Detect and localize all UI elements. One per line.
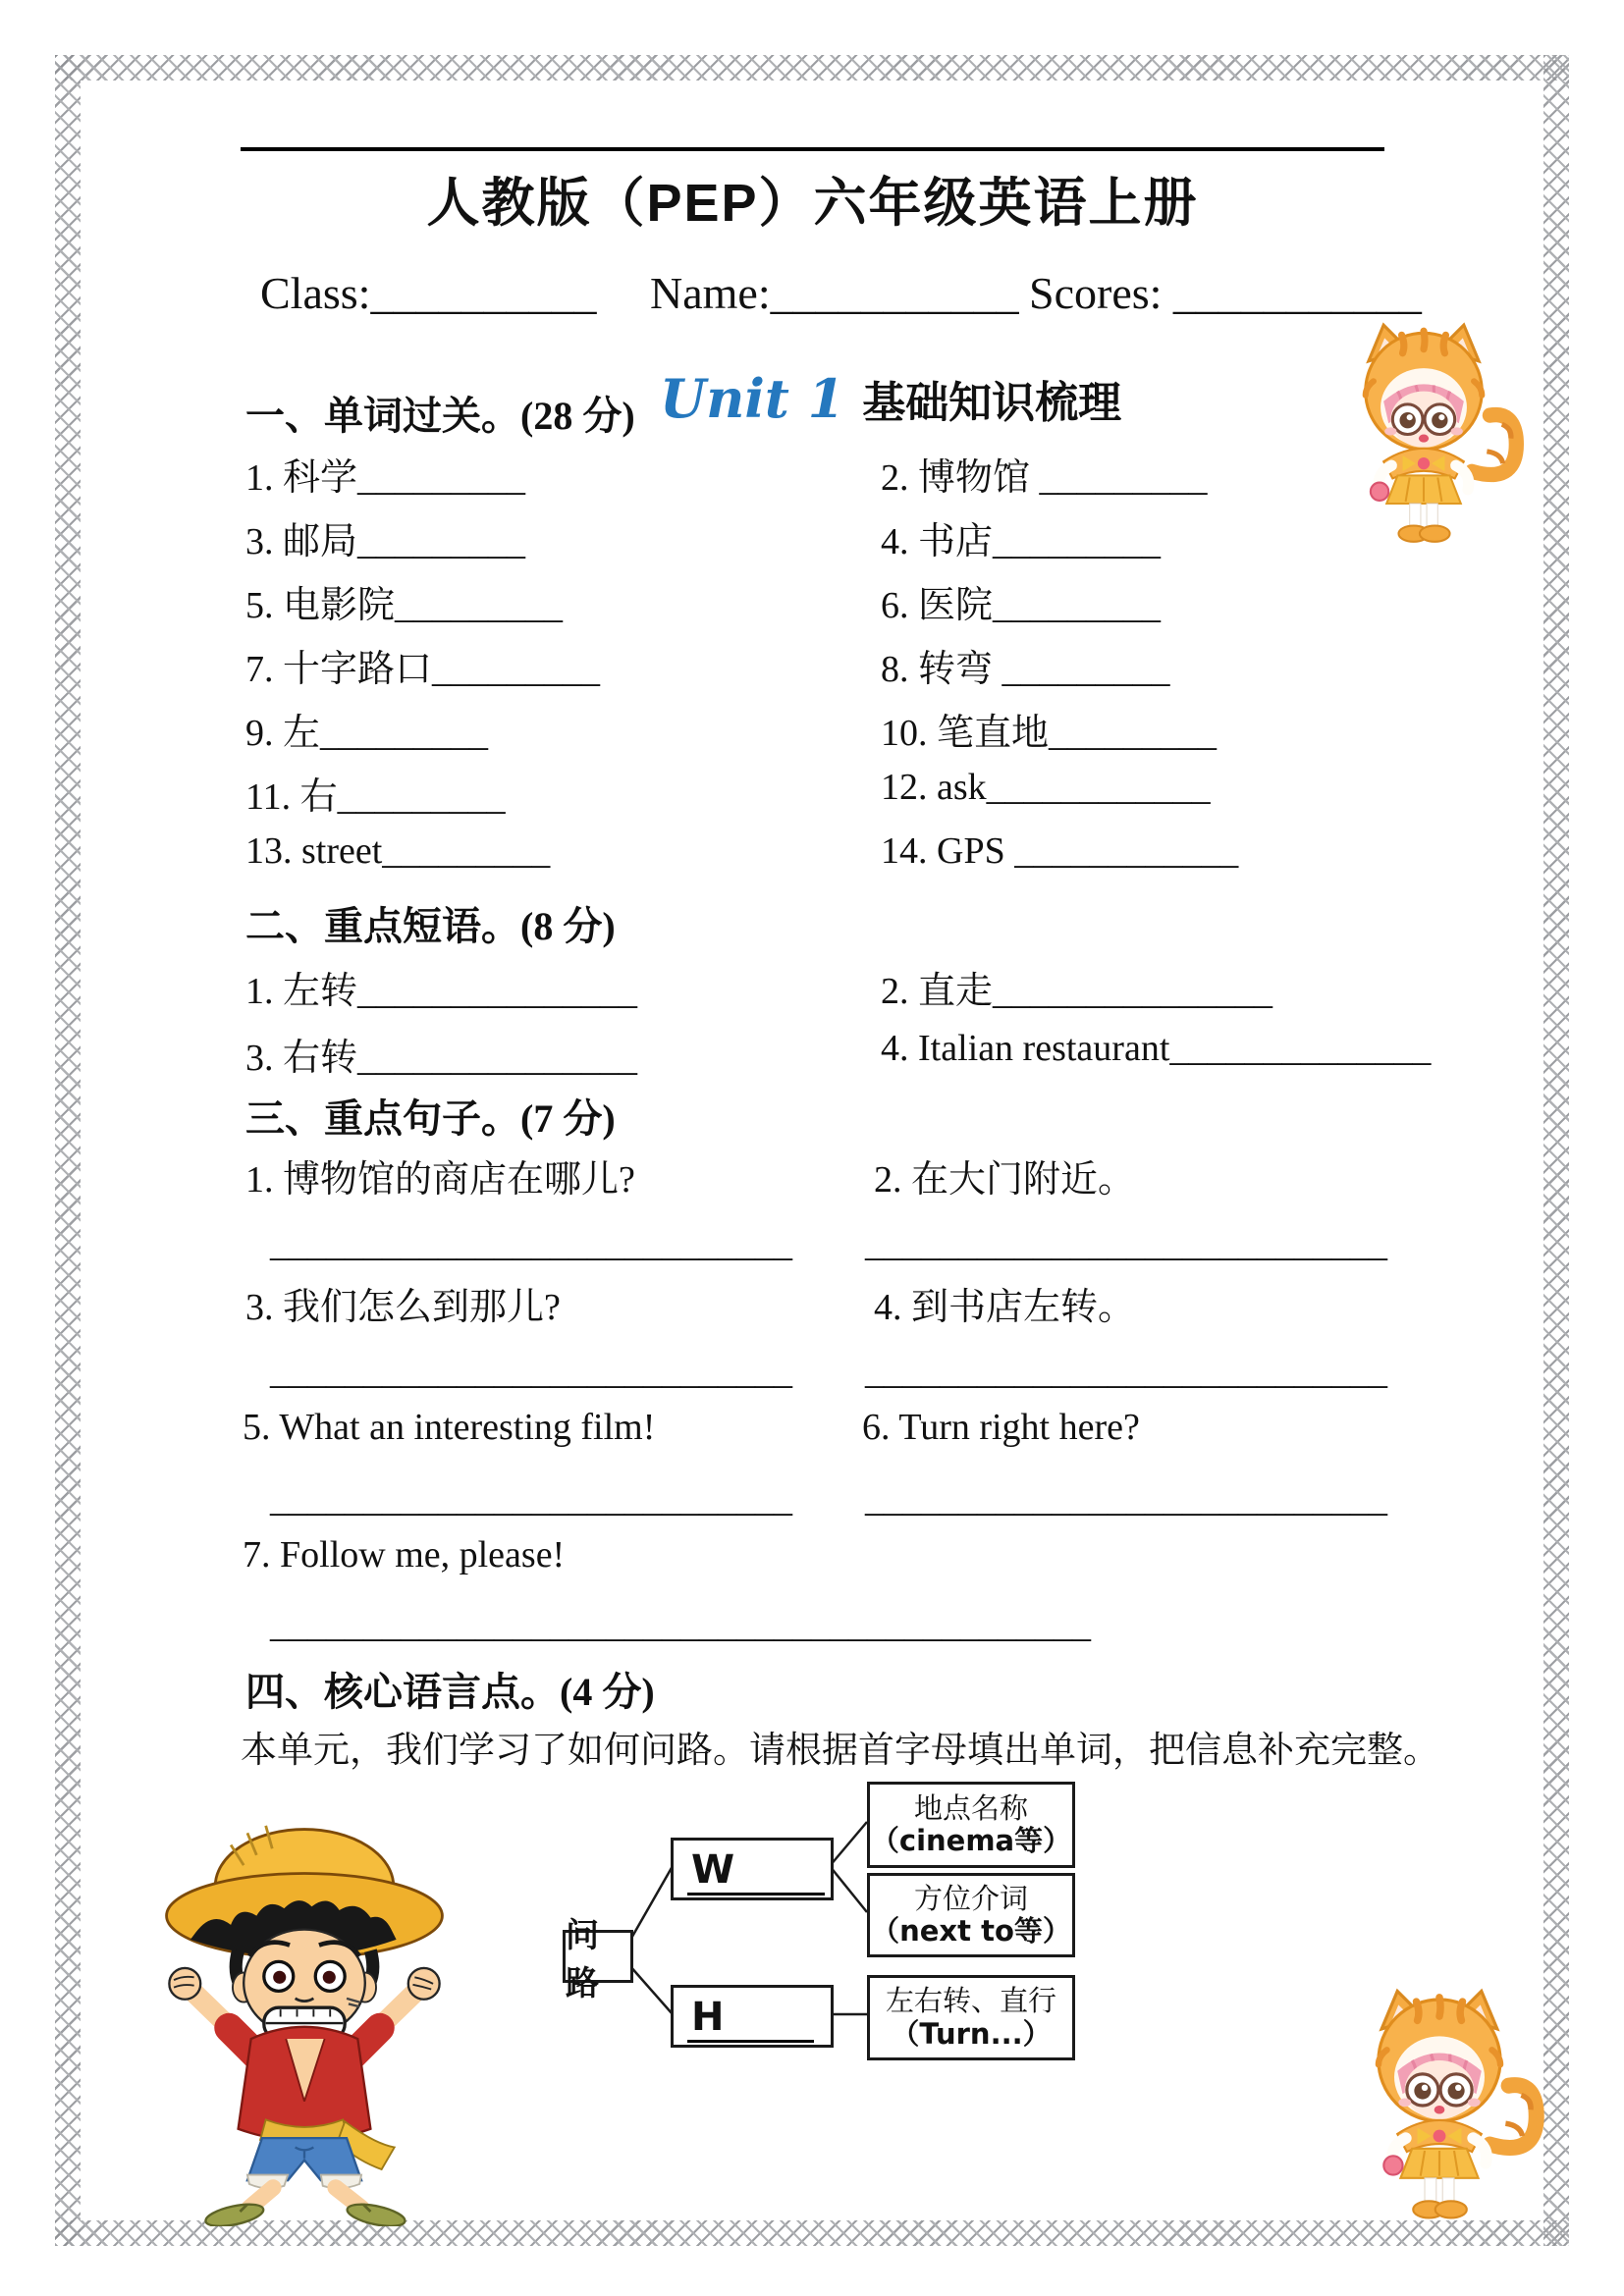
section-words-title: 一、单词过关。(28 分) (245, 394, 635, 438)
diagram-turn-box (867, 1975, 1075, 2060)
answer-blank: ____________________________ (865, 1351, 1387, 1392)
place-box-line1: 地点名称 (913, 1792, 1028, 1825)
turn-box-line1: 左右转、直行 (885, 1986, 1056, 2018)
sentence-item: 6. Turn right here? (862, 1407, 1140, 1448)
word-item: 10. 笔直地_________ (881, 713, 1218, 754)
sentence-item: 7. Follow me, please! (243, 1534, 566, 1575)
zigzag-border-right (1543, 55, 1569, 2246)
word-item: 12. ask____________ (881, 767, 1211, 808)
word-item: 3. 邮局_________ (245, 521, 526, 562)
word-item: 6. 医院_________ (881, 585, 1162, 626)
core-intro-text: 本单元，我们学习了如何问路。请根据首字母填出单词，把信息补充完整。 (241, 1731, 1439, 1771)
word-item: 4. 书店_________ (881, 521, 1162, 562)
word-item: 8. 转弯 _________ (881, 649, 1170, 690)
unit-subtitle: 基础知识梳理 (862, 379, 1122, 427)
title-rule (241, 147, 1384, 151)
cat-girl-character-bottom (1327, 1985, 1551, 2226)
phrase-item: 4. Italian restaurant______________ (881, 1028, 1432, 1069)
section-sentences-title: 三、重点句子。(7 分) (245, 1096, 616, 1141)
answer-blank: ____________________________ (865, 1223, 1387, 1264)
name-field: Name:___________ (650, 268, 1019, 318)
page-title: 人教版（PEP）六年级英语上册 (426, 174, 1199, 233)
answer-blank: ____________________________________________ (270, 1604, 1091, 1645)
word-item: 11. 右_________ (245, 776, 506, 818)
answer-blank: ____________________________ (270, 1478, 792, 1520)
word-item: 1. 科学_________ (245, 457, 526, 499)
turn-box-line2: （Turn...） (891, 2016, 1052, 2051)
word-item: 5. 电影院_________ (245, 585, 564, 626)
section-core-title: 四、核心语言点。(4 分) (245, 1670, 655, 1714)
unit-banner (660, 367, 1121, 430)
sentence-item: 3. 我们怎么到那儿? (245, 1287, 561, 1328)
sentence-item: 5. What an interesting film! (243, 1407, 656, 1448)
answer-blank: ____________________________ (865, 1478, 1387, 1520)
scores-field: Scores: ___________ (1029, 268, 1422, 318)
diagram-prep-box (867, 1873, 1075, 1957)
word-item: 14. GPS ____________ (881, 830, 1239, 872)
diagram-place-box (867, 1782, 1075, 1868)
cat-girl-character-top (1306, 319, 1542, 550)
diagram-w-box (671, 1838, 834, 1900)
phrase-item: 2. 直走_______________ (881, 971, 1273, 1012)
diagram-h-box (671, 1985, 834, 2048)
prep-box-line2: （next to等） (871, 1914, 1071, 1948)
zigzag-border-top (55, 55, 1569, 80)
h-blank: H (687, 1997, 814, 2043)
word-item: 13. street_________ (245, 830, 551, 872)
diagram-root-box: 问路 (563, 1930, 633, 1983)
section-phrases-title: 二、重点短语。(8 分) (245, 904, 616, 948)
word-item: 7. 十字路口_________ (245, 649, 601, 690)
answer-blank: ____________________________ (270, 1223, 792, 1264)
zigzag-border-left (55, 55, 81, 2246)
class-field: Class:__________ (260, 268, 597, 318)
luffy-character (133, 1794, 476, 2226)
phrase-item: 3. 右转_______________ (245, 1038, 638, 1079)
w-blank: W (687, 1849, 825, 1896)
sentence-item: 2. 在大门附近。 (874, 1159, 1136, 1201)
answer-blank: ____________________________ (270, 1351, 792, 1392)
prep-box-line1: 方位介词 (913, 1883, 1028, 1915)
unit-label: Unit 1 (660, 367, 845, 430)
word-item: 9. 左_________ (245, 713, 489, 754)
sentence-item: 1. 博物馆的商店在哪儿? (245, 1159, 635, 1201)
place-box-line2: （cinema等） (870, 1824, 1072, 1857)
phrase-item: 1. 左转_______________ (245, 971, 638, 1012)
sentence-item: 4. 到书店左转。 (874, 1287, 1136, 1328)
word-item: 2. 博物馆 _________ (881, 457, 1208, 499)
